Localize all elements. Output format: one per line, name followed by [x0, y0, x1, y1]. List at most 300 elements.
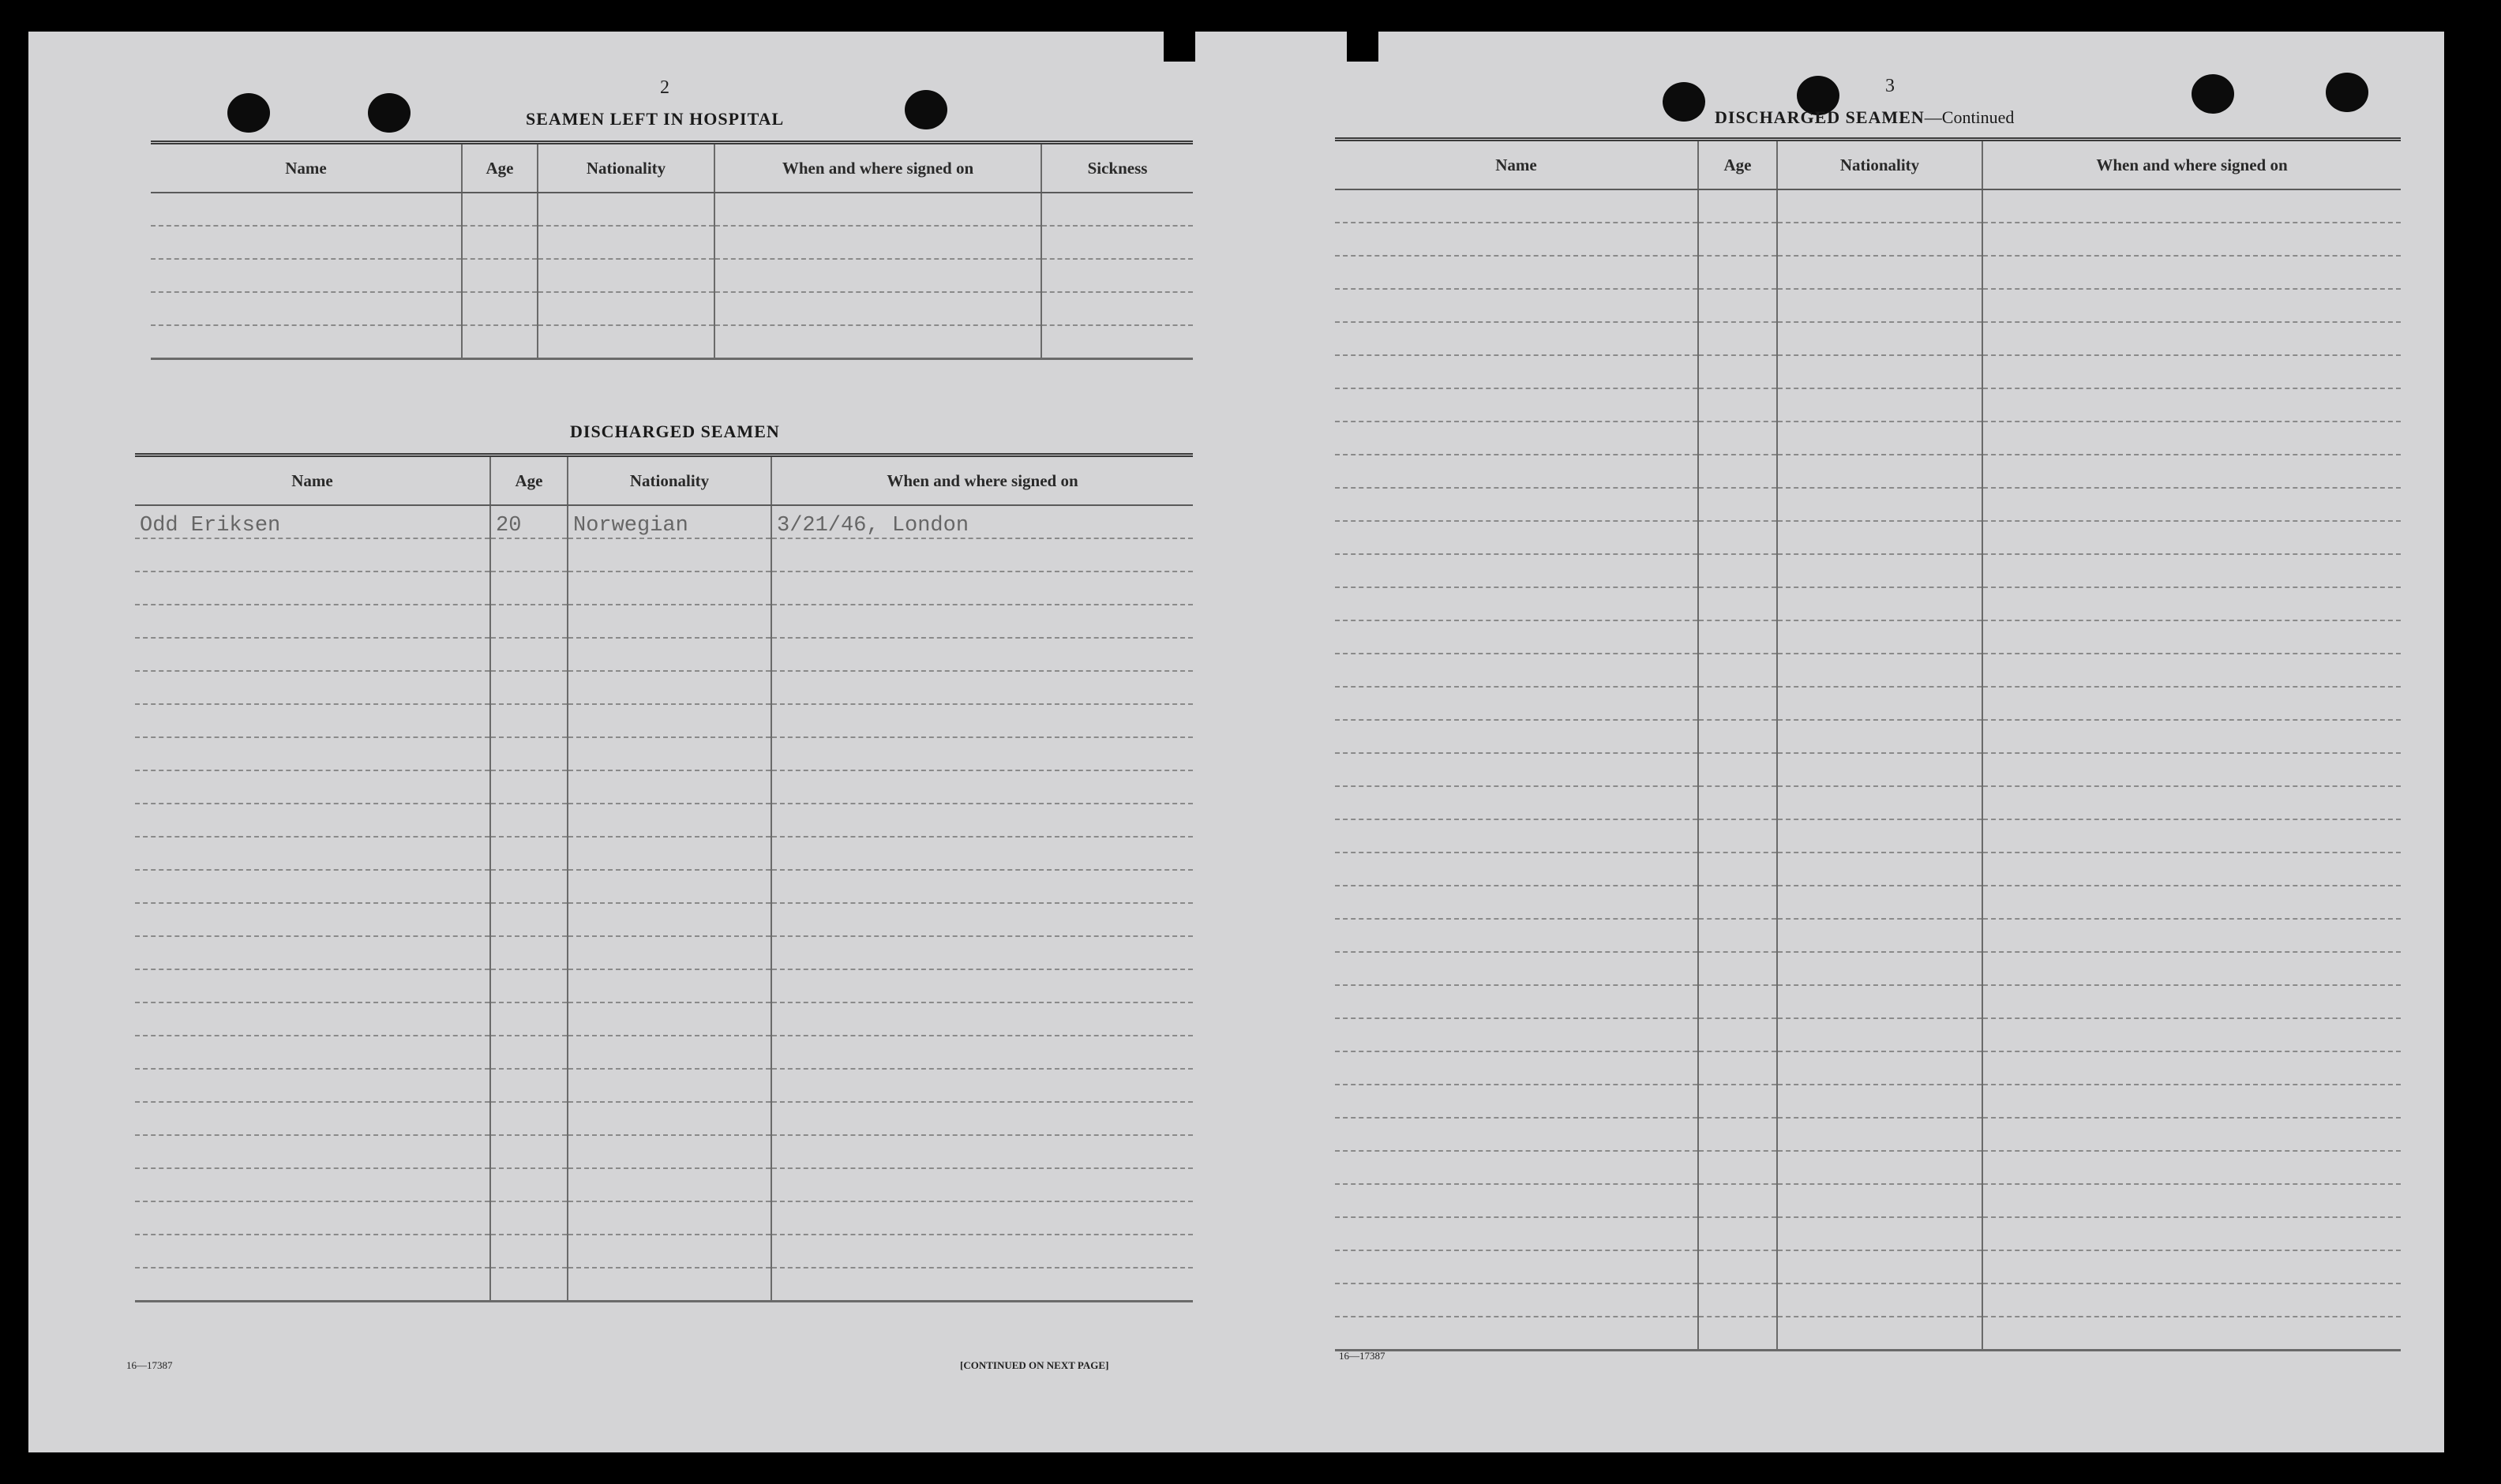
cell-nationality — [568, 704, 771, 737]
cell-age — [490, 770, 568, 804]
cell-name — [135, 804, 490, 837]
cell-name — [135, 638, 490, 671]
cell-age — [1698, 388, 1777, 422]
discharged-continued-title — [1715, 107, 2014, 128]
cell-age — [490, 936, 568, 969]
cell-name — [135, 704, 490, 737]
table-row — [1335, 886, 2401, 919]
cell-signed-on — [1982, 654, 2401, 687]
cell-signed-on — [1982, 853, 2401, 886]
punch-hole — [905, 90, 947, 129]
cell-nationality — [1777, 985, 1982, 1018]
table-row — [1335, 322, 2401, 355]
table-row — [135, 903, 1193, 936]
cell-age — [462, 292, 538, 325]
cell-name — [135, 936, 490, 969]
cell-name — [1335, 355, 1698, 388]
cell-signed-on — [1982, 819, 2401, 853]
cell-name — [1335, 1118, 1698, 1151]
cell-nationality — [1777, 1184, 1982, 1217]
cell-age — [1698, 587, 1777, 620]
cell-name — [151, 325, 462, 359]
cell-signed-on — [771, 1168, 1193, 1201]
table-row — [135, 671, 1193, 704]
cell-nationality — [1777, 853, 1982, 886]
cell-age — [1698, 289, 1777, 322]
cell-nationality — [1777, 654, 1982, 687]
table-row — [1335, 521, 2401, 554]
cell-nationality — [568, 903, 771, 936]
cell-nationality — [568, 737, 771, 770]
column-header-age: Age — [462, 143, 538, 193]
cell-age — [490, 1235, 568, 1268]
table-row — [1335, 919, 2401, 952]
cell-nationality — [1777, 355, 1982, 388]
cell-nationality — [1777, 1018, 1982, 1051]
cell-signed-on — [771, 571, 1193, 605]
cell-name — [135, 1069, 490, 1102]
cell-age — [490, 638, 568, 671]
table-row — [1335, 687, 2401, 720]
table-row — [1335, 1250, 2401, 1284]
form-number-right: 16—17387 — [1339, 1350, 1385, 1362]
cell-age — [490, 1036, 568, 1069]
cell-nationality — [568, 870, 771, 903]
cell-nationality — [568, 1069, 771, 1102]
cell-signed-on — [1982, 620, 2401, 654]
column-header-nationality: Nationality — [568, 455, 771, 506]
cell-name — [1335, 388, 1698, 422]
cell-nationality — [1777, 289, 1982, 322]
cell-name — [1335, 1051, 1698, 1085]
table-row — [1335, 753, 2401, 786]
cell-name — [135, 1235, 490, 1268]
cell-name — [1335, 886, 1698, 919]
cell-signed-on — [1982, 455, 2401, 488]
cell-age — [1698, 687, 1777, 720]
cell-signed-on — [1982, 952, 2401, 985]
table-row — [1335, 1184, 2401, 1217]
cell-signed-on — [1982, 919, 2401, 952]
table-row — [135, 1135, 1193, 1168]
cell-sickness — [1041, 193, 1193, 226]
cell-sickness — [1041, 325, 1193, 359]
cell-age — [1698, 985, 1777, 1018]
cell-name — [1335, 1284, 1698, 1317]
cell-age — [490, 804, 568, 837]
cell-nationality — [1777, 1250, 1982, 1284]
table-row — [1335, 422, 2401, 455]
cell-age — [490, 571, 568, 605]
column-header-signed-on: When and where signed on — [714, 143, 1041, 193]
cell-name — [135, 969, 490, 1002]
cell-nationality — [1777, 886, 1982, 919]
column-header-name: Name — [1335, 140, 1698, 190]
cell-age — [462, 325, 538, 359]
cell-age — [1698, 488, 1777, 521]
cell-name — [1335, 952, 1698, 985]
cell-nationality — [568, 538, 771, 571]
cell-signed-on — [714, 226, 1041, 259]
column-header-sickness: Sickness — [1041, 143, 1193, 193]
table-row — [1335, 853, 2401, 886]
cell-nationality — [1777, 819, 1982, 853]
hospital-section-title: SEAMEN LEFT IN HOSPITAL — [526, 109, 785, 129]
cell-signed-on — [771, 870, 1193, 903]
cell-age — [1698, 853, 1777, 886]
cell-age — [490, 538, 568, 571]
cell-name — [1335, 1317, 1698, 1351]
cell-signed-on — [771, 1102, 1193, 1135]
table-row — [135, 704, 1193, 737]
table-row — [151, 325, 1193, 359]
cell-name — [1335, 919, 1698, 952]
cell-name — [1335, 1151, 1698, 1184]
cell-age — [1698, 223, 1777, 256]
cell-name — [1335, 1250, 1698, 1284]
column-header-nationality: Nationality — [538, 143, 714, 193]
cell-nationality — [568, 770, 771, 804]
cell-nationality — [1777, 919, 1982, 952]
cell-nationality: Norwegian — [568, 505, 771, 538]
cell-name — [135, 605, 490, 638]
cell-name — [1335, 189, 1698, 223]
cell-signed-on — [1982, 422, 2401, 455]
cell-nationality — [568, 1135, 771, 1168]
cell-age — [1698, 952, 1777, 985]
cell-nationality — [568, 605, 771, 638]
cell-name — [135, 571, 490, 605]
cell-nationality — [1777, 1085, 1982, 1118]
cell-name — [1335, 554, 1698, 587]
cell-signed-on — [771, 605, 1193, 638]
cell-age — [490, 1069, 568, 1102]
table-row — [135, 505, 1193, 538]
table-row — [1335, 1317, 2401, 1351]
cell-name — [1335, 223, 1698, 256]
cell-signed-on — [771, 1069, 1193, 1102]
cell-nationality — [1777, 1317, 1982, 1351]
cell-age — [1698, 355, 1777, 388]
cell-name — [151, 193, 462, 226]
cell-age — [1698, 1250, 1777, 1284]
cell-age — [1698, 654, 1777, 687]
cell-age — [1698, 1217, 1777, 1250]
cell-name — [1335, 1184, 1698, 1217]
table-row — [135, 936, 1193, 969]
cell-signed-on — [771, 1235, 1193, 1268]
cell-nationality — [568, 1102, 771, 1135]
cell-signed-on — [1982, 256, 2401, 289]
table-row — [1335, 786, 2401, 819]
cell-name — [135, 1201, 490, 1235]
punch-hole — [368, 93, 411, 133]
cell-age — [1698, 1317, 1777, 1351]
cell-sickness — [1041, 292, 1193, 325]
cell-age — [490, 671, 568, 704]
cell-signed-on — [1982, 1184, 2401, 1217]
column-header-signed-on: When and where signed on — [771, 455, 1193, 506]
table-row — [135, 538, 1193, 571]
cell-signed-on — [1982, 488, 2401, 521]
cell-name — [1335, 322, 1698, 355]
cell-nationality — [1777, 1217, 1982, 1250]
cell-signed-on — [1982, 1217, 2401, 1250]
table-row — [135, 1102, 1193, 1135]
column-header-name: Name — [151, 143, 462, 193]
cell-nationality — [538, 325, 714, 359]
cell-name — [1335, 488, 1698, 521]
cell-age — [490, 1102, 568, 1135]
cell-age — [1698, 1184, 1777, 1217]
cell-signed-on — [1982, 753, 2401, 786]
discharged-continued-title-suffix: —Continued — [1924, 107, 2015, 127]
cell-name — [135, 1268, 490, 1302]
cell-signed-on — [771, 1268, 1193, 1302]
cell-age — [1698, 819, 1777, 853]
cell-signed-on — [771, 1201, 1193, 1235]
cell-age — [490, 737, 568, 770]
column-header-age: Age — [1698, 140, 1777, 190]
cell-nationality — [1777, 687, 1982, 720]
cell-name — [1335, 720, 1698, 753]
cell-nationality — [1777, 488, 1982, 521]
cell-nationality — [568, 1168, 771, 1201]
table-row — [1335, 819, 2401, 853]
cell-nationality — [538, 259, 714, 292]
cell-nationality — [568, 1268, 771, 1302]
table-row — [135, 969, 1193, 1002]
cell-age — [1698, 1284, 1777, 1317]
punch-hole — [227, 93, 270, 133]
cell-age — [490, 1268, 568, 1302]
table-row — [1335, 455, 2401, 488]
cell-name — [1335, 985, 1698, 1018]
cell-nationality — [538, 193, 714, 226]
cell-name — [135, 1002, 490, 1036]
cell-age — [1698, 620, 1777, 654]
cell-sickness — [1041, 226, 1193, 259]
cell-nationality — [568, 837, 771, 870]
cell-signed-on — [771, 638, 1193, 671]
table-row — [1335, 952, 2401, 985]
table-row — [135, 605, 1193, 638]
cell-name — [135, 903, 490, 936]
cell-nationality — [1777, 620, 1982, 654]
table-row — [1335, 720, 2401, 753]
table-row — [1335, 1085, 2401, 1118]
cell-nationality — [1777, 1284, 1982, 1317]
cell-signed-on — [1982, 1151, 2401, 1184]
cell-signed-on — [1982, 1317, 2401, 1351]
cell-age — [1698, 554, 1777, 587]
cell-nationality — [1777, 786, 1982, 819]
cell-signed-on — [771, 737, 1193, 770]
cell-nationality — [568, 804, 771, 837]
table-row — [1335, 1217, 2401, 1250]
cell-age — [490, 704, 568, 737]
cell-signed-on — [1982, 1085, 2401, 1118]
cell-name — [1335, 455, 1698, 488]
cell-signed-on — [1982, 587, 2401, 620]
cell-name — [151, 226, 462, 259]
cell-nationality — [538, 292, 714, 325]
cell-age — [490, 969, 568, 1002]
cell-signed-on — [771, 969, 1193, 1002]
cell-nationality — [1777, 952, 1982, 985]
table-row — [1335, 388, 2401, 422]
cell-name — [1335, 1217, 1698, 1250]
cell-age — [490, 903, 568, 936]
cell-nationality — [538, 226, 714, 259]
cell-nationality — [1777, 455, 1982, 488]
cell-name — [1335, 289, 1698, 322]
cell-signed-on — [1982, 554, 2401, 587]
cell-signed-on: 3/21/46, London — [771, 505, 1193, 538]
cell-signed-on — [1982, 1118, 2401, 1151]
table-row — [135, 1036, 1193, 1069]
cell-nationality — [568, 571, 771, 605]
cell-signed-on — [771, 936, 1193, 969]
cell-age — [1698, 1085, 1777, 1118]
hospital-table — [151, 141, 1193, 360]
table-row — [135, 1235, 1193, 1268]
table-row — [135, 1168, 1193, 1201]
cell-nationality — [1777, 388, 1982, 422]
cell-signed-on — [771, 837, 1193, 870]
cell-age — [490, 870, 568, 903]
cell-name — [135, 1036, 490, 1069]
cell-name — [135, 1135, 490, 1168]
cell-nationality — [568, 1201, 771, 1235]
cell-signed-on — [1982, 289, 2401, 322]
table-row — [1335, 1018, 2401, 1051]
cell-name — [151, 259, 462, 292]
cell-nationality — [1777, 1151, 1982, 1184]
table-row — [151, 226, 1193, 259]
column-header-name: Name — [135, 455, 490, 506]
table-row — [1335, 620, 2401, 654]
cell-age — [1698, 256, 1777, 289]
column-header-signed-on: When and where signed on — [1982, 140, 2401, 190]
cell-nationality — [568, 1235, 771, 1268]
cell-name — [135, 870, 490, 903]
table-row — [135, 571, 1193, 605]
table-row — [135, 1268, 1193, 1302]
cell-age — [1698, 422, 1777, 455]
cell-nationality — [1777, 422, 1982, 455]
cell-nationality — [568, 638, 771, 671]
cell-name — [1335, 256, 1698, 289]
cell-name — [1335, 654, 1698, 687]
cell-name — [1335, 819, 1698, 853]
table-row — [135, 638, 1193, 671]
cell-age — [490, 1002, 568, 1036]
cell-name — [135, 1102, 490, 1135]
cell-age — [1698, 720, 1777, 753]
cell-name — [1335, 521, 1698, 554]
cell-age — [490, 1135, 568, 1168]
cell-signed-on — [771, 1002, 1193, 1036]
cell-name — [135, 538, 490, 571]
table-row — [1335, 1151, 2401, 1184]
cell-signed-on — [771, 1036, 1193, 1069]
header-row — [1335, 140, 2401, 190]
cell-age — [1698, 521, 1777, 554]
table-row — [1335, 587, 2401, 620]
cell-nationality — [1777, 189, 1982, 223]
cell-signed-on — [714, 193, 1041, 226]
discharged-section-title: DISCHARGED SEAMEN — [570, 422, 780, 441]
cell-nationality — [1777, 256, 1982, 289]
column-header-nationality: Nationality — [1777, 140, 1982, 190]
cell-nationality — [568, 1036, 771, 1069]
cell-signed-on — [771, 671, 1193, 704]
punch-hole — [2192, 74, 2234, 114]
cell-age — [462, 193, 538, 226]
cell-age — [1698, 189, 1777, 223]
cell-nationality — [568, 1002, 771, 1036]
cell-age — [1698, 886, 1777, 919]
cell-signed-on — [1982, 985, 2401, 1018]
punch-hole — [1663, 82, 1705, 122]
cell-age — [1698, 1151, 1777, 1184]
table-row — [1335, 1118, 2401, 1151]
cell-age — [490, 1201, 568, 1235]
cell-name — [1335, 587, 1698, 620]
cell-name — [1335, 422, 1698, 455]
cell-signed-on — [1982, 1051, 2401, 1085]
cell-signed-on — [714, 259, 1041, 292]
table-row — [1335, 654, 2401, 687]
cell-signed-on — [714, 292, 1041, 325]
cell-nationality — [1777, 554, 1982, 587]
table-row — [1335, 1284, 2401, 1317]
cell-age — [1698, 753, 1777, 786]
cell-nationality — [1777, 521, 1982, 554]
table-row — [135, 770, 1193, 804]
binding-tab-right — [1347, 30, 1378, 62]
cell-age — [1698, 919, 1777, 952]
discharged-continued-title-main: DISCHARGED SEAMEN — [1715, 107, 1925, 127]
cell-name — [135, 770, 490, 804]
table-row — [135, 837, 1193, 870]
table-row — [135, 737, 1193, 770]
cell-nationality — [1777, 1118, 1982, 1151]
table-row — [1335, 289, 2401, 322]
cell-signed-on — [771, 1135, 1193, 1168]
cell-age — [1698, 322, 1777, 355]
table-row — [151, 259, 1193, 292]
cell-signed-on — [771, 770, 1193, 804]
table-row — [151, 292, 1193, 325]
cell-age — [490, 605, 568, 638]
binding-tab-left — [1164, 30, 1195, 62]
table-row — [1335, 355, 2401, 388]
cell-name — [1335, 786, 1698, 819]
header-row — [135, 455, 1193, 506]
cell-nationality — [568, 969, 771, 1002]
cell-signed-on — [1982, 687, 2401, 720]
continued-note: [CONTINUED ON NEXT PAGE] — [960, 1359, 1109, 1371]
table-row — [1335, 223, 2401, 256]
cell-signed-on — [1982, 521, 2401, 554]
cell-signed-on — [771, 704, 1193, 737]
table-row — [135, 870, 1193, 903]
table-row — [135, 1201, 1193, 1235]
cell-age — [462, 226, 538, 259]
table-row — [1335, 488, 2401, 521]
